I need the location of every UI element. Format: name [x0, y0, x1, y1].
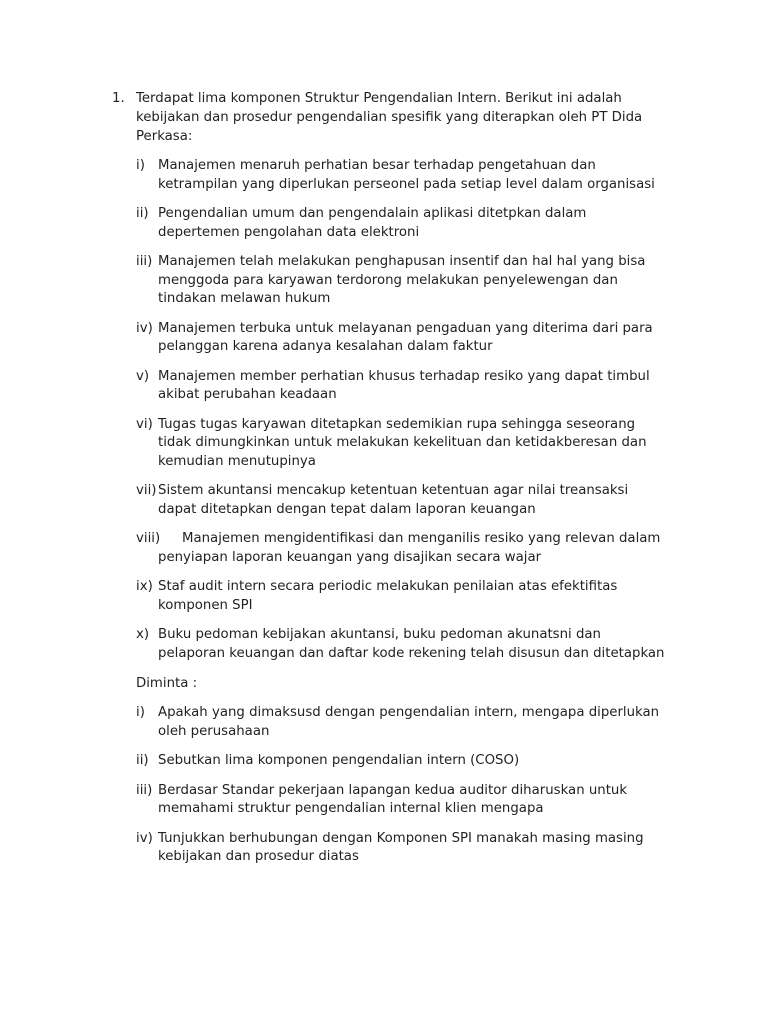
item-line: Sistem akuntansi mencakup ketentuan ketentuan agar nilai treansaksi [158, 483, 629, 498]
item-line: pelanggan karena adanya kesalahan dalam faktur [158, 339, 493, 354]
list-marker: i) [136, 705, 145, 720]
item-line: Tunjukkan berhubungan dengan Komponen SPI manakah masing masing [158, 830, 644, 846]
question-intro [136, 89, 676, 146]
policy-item [136, 626, 676, 663]
policy-item [136, 253, 676, 309]
item-line: memahami struktur pengendalian internal klien mengapa [158, 801, 544, 816]
item-line: penyiapan laporan keuangan yang disajikan secara wajar [158, 549, 542, 565]
list-marker: iii) [136, 254, 153, 269]
list-marker: vi) [136, 416, 153, 432]
item-line: kebijakan dan prosedur diatas [158, 849, 359, 864]
policy-item [136, 368, 676, 405]
item-line: Pengendalian umum dan pengendalain aplikasi ditetpkan dalam [158, 206, 587, 221]
item-line: oleh perusahaan [158, 723, 270, 739]
list-marker: ii) [136, 753, 149, 768]
item-line: Sebutkan lima komponen pengendalian intern (COSO) [158, 753, 520, 768]
policy-list [136, 157, 676, 663]
item-line: ketrampilan yang diperlukan perseonel pada setiap level dalam organisasi [158, 176, 655, 192]
item-line: akibat perubahan keadaan [158, 387, 337, 402]
item-line: komponen SPI [158, 597, 253, 613]
item-line: dapat ditetapkan dengan tepat dalam laporan keuangan [158, 501, 536, 517]
policy-item [136, 157, 676, 194]
item-line: tidak dimungkinkan untuk melakukan kekelituan dan ketidakberesan dan [158, 435, 647, 450]
policy-item [136, 416, 676, 472]
policy-item [136, 482, 676, 519]
task-item [136, 830, 676, 867]
intro-line: Terdapat lima komponen Struktur Pengendalian Intern. Berikut ini adalah [136, 91, 622, 106]
list-marker: ii) [136, 206, 149, 221]
item-line: menggoda para karyawan terdorong melakukan penyelewengan dan [158, 272, 618, 288]
item-line: Apakah yang dimaksusd dengan pengendalian intern, mengapa diperlukan [158, 705, 660, 720]
question-body [136, 89, 676, 878]
item-line: Manajemen telah melakukan penghapusan insentif dan hal hal yang bisa [158, 254, 646, 269]
list-marker: v) [136, 368, 150, 384]
list-marker: iii) [136, 782, 153, 798]
task-list [136, 704, 676, 867]
item-line: Buku pedoman kebijakan akuntansi, buku pedoman akunatsni dan [158, 627, 601, 642]
task-item [136, 704, 676, 741]
item-line: Staf audit intern secara periodic melakukan penilaian atas efektifitas [158, 579, 618, 594]
item-line: Berdasar Standar pekerjaan lapangan kedua auditor diharuskan untuk [158, 782, 628, 798]
item-line: Manajemen menaruh perhatian besar terhadap pengetahuan dan [158, 158, 596, 173]
list-marker: iv) [136, 830, 153, 846]
item-line: Tugas tugas karyawan ditetapkan sedemikian rupa sehingga seseorang [158, 416, 636, 432]
list-marker: i) [136, 158, 145, 173]
item-line: Manajemen member perhatian khusus terhadap resiko yang dapat timbul [158, 368, 650, 384]
policy-item [136, 530, 676, 567]
item-line: Manajemen mengidentifikasi dan menganilis resiko yang relevan dalam [182, 531, 661, 546]
policy-item [136, 320, 676, 357]
list-marker: ix) [136, 579, 153, 594]
task-item [136, 752, 676, 771]
diminta-heading: Diminta : [136, 676, 198, 691]
item-line: pelaporan keuangan dan daftar kode rekening telah disusun dan ditetapkan [158, 645, 665, 661]
list-marker: iv) [136, 320, 153, 336]
task-item [136, 782, 676, 819]
policy-item [136, 205, 676, 242]
list-marker: x) [136, 627, 150, 642]
policy-item [136, 578, 676, 615]
list-marker: viii) [136, 531, 161, 546]
intro-line: kebijakan dan prosedur pengendalian spesifik yang diterapkan oleh PT Dida [136, 110, 643, 125]
list-marker: vii) [136, 483, 157, 498]
question-number: 1. [112, 91, 125, 106]
item-line: kemudian menutupinya [158, 453, 316, 469]
item-line: Manajemen terbuka untuk melayanan pengaduan yang diterima dari para [158, 320, 653, 336]
intro-line: Perkasa: [136, 129, 193, 144]
item-line: tindakan melawan hukum [158, 291, 331, 306]
item-line: depertemen pengolahan data elektroni [158, 224, 420, 240]
